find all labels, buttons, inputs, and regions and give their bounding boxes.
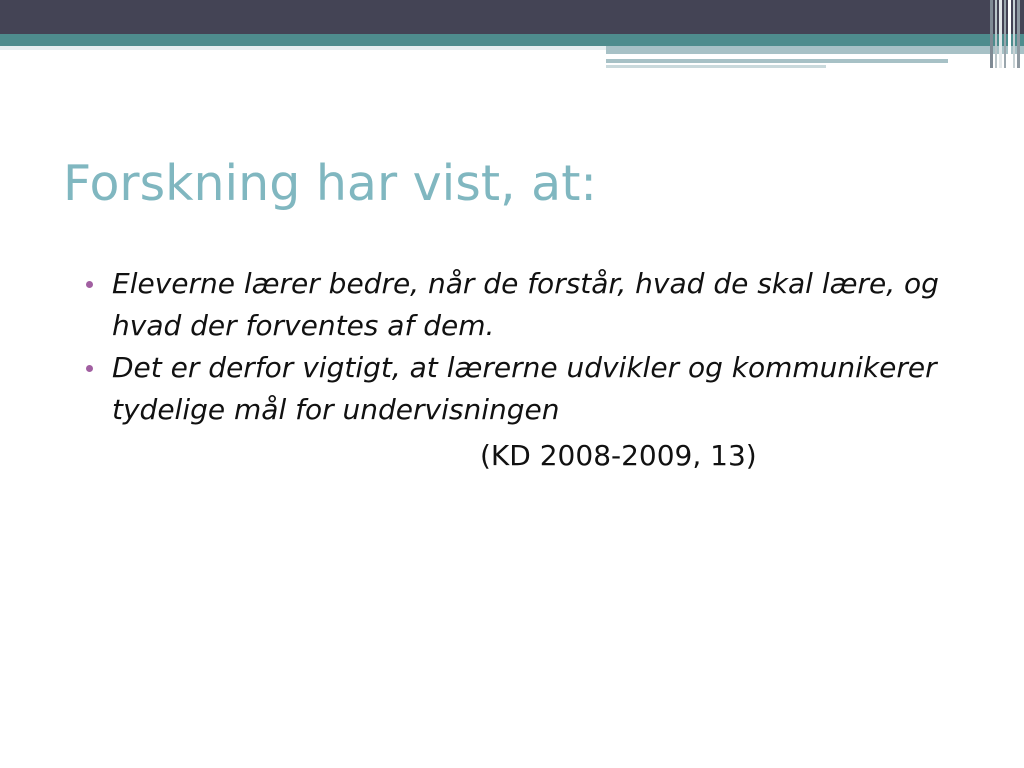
bullet-text: Eleverne lærer bedre, når de forstår, hvad de skal lære, og hvad der forventes af dem. [112, 267, 939, 342]
header-stripes-decoration [990, 0, 1024, 70]
header-accent-line [606, 65, 826, 68]
header-accent-gap [606, 54, 948, 57]
bullet-dot-icon [86, 281, 93, 288]
slide-title: Forskning har vist, at: [63, 155, 597, 212]
header-accent-line [606, 59, 948, 63]
bullet-list [86, 263, 946, 431]
header-band-light [0, 46, 606, 50]
bullet-text: Det er derfor vigtigt, at lærerne udvikler og kommunikerer tydelige mål for undervisningen [112, 351, 937, 426]
citation: (KD 2008-2009, 13) [480, 439, 757, 472]
header-accent-line [606, 46, 1024, 54]
bullet-item [86, 347, 946, 431]
bullet-dot-icon [86, 365, 93, 372]
bullet-item [86, 263, 946, 347]
header-band-dark [0, 0, 1024, 34]
header-band-teal [0, 34, 1024, 46]
